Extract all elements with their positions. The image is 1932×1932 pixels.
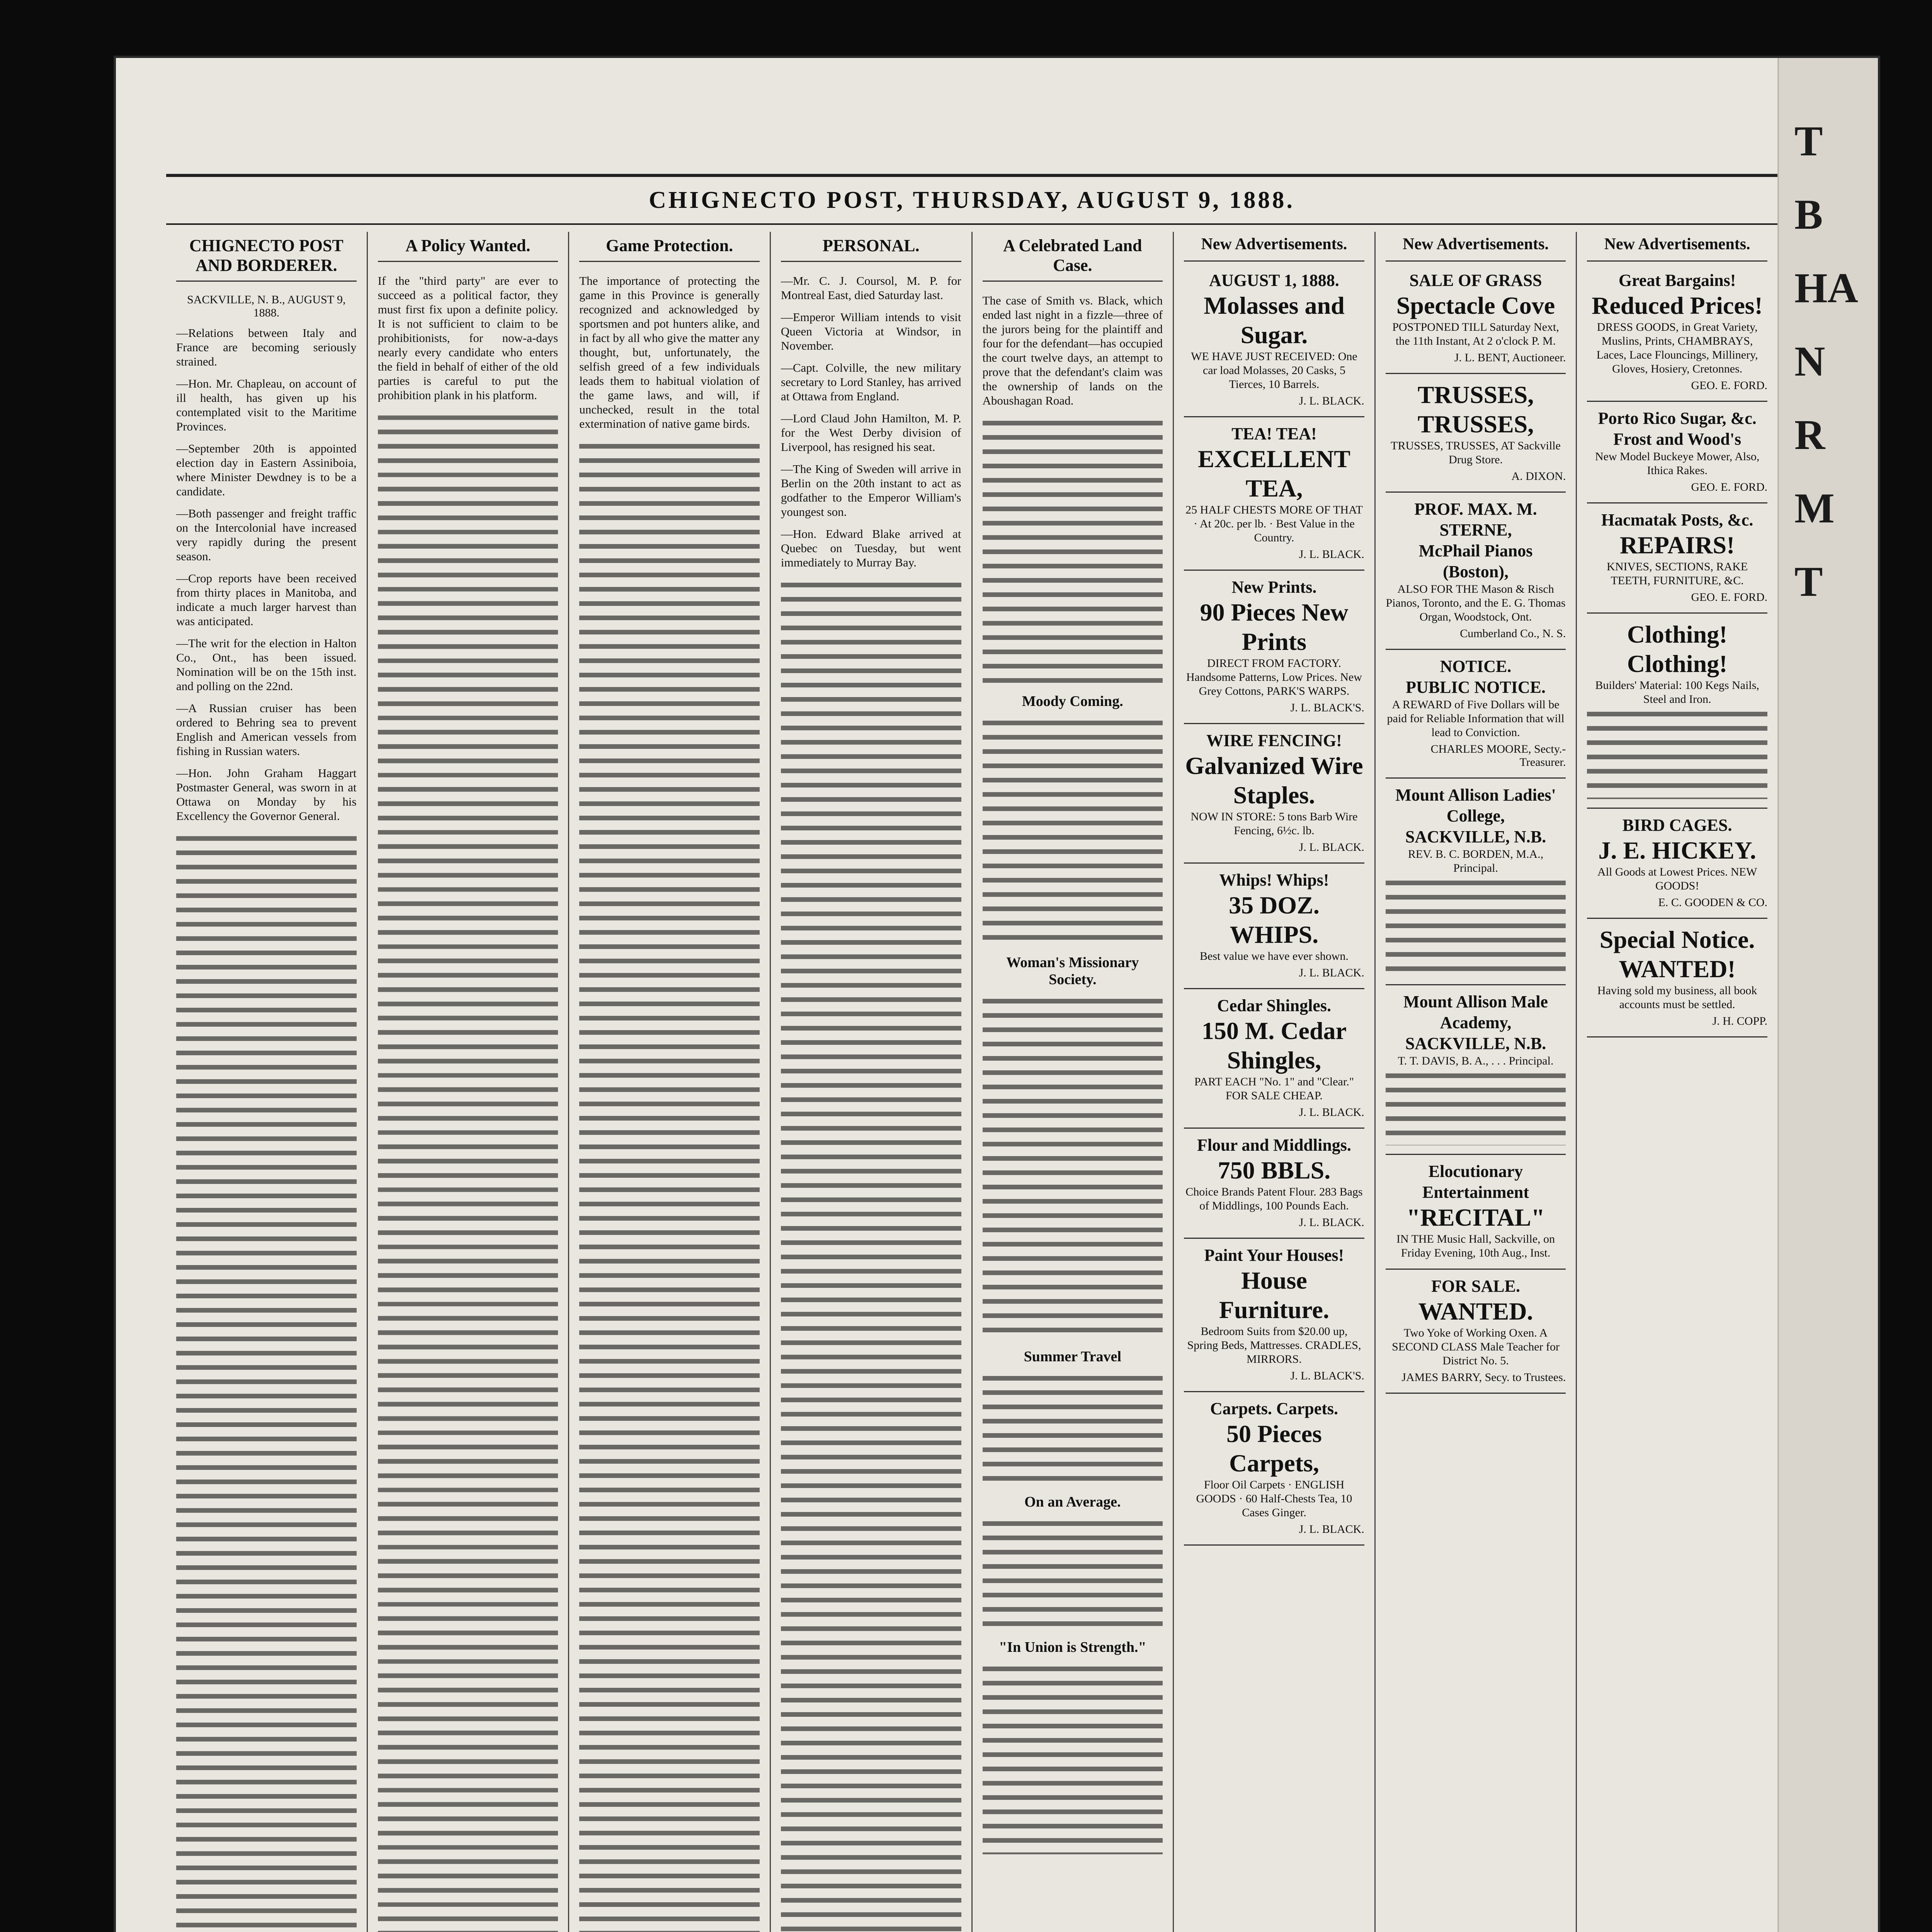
ad-title: Flour and Middlings. xyxy=(1197,1136,1351,1155)
news-item: —Lord Claud John Hamilton, M. P. for the West Derby division of Liverpool, has resigned his seat. xyxy=(781,412,961,454)
ad-signature: J. H. COPP. xyxy=(1712,1015,1767,1027)
ad-text: DRESS GOODS, in Great Variety, Muslins, Prints, CHAMBRAYS, Laces, Lace Flouncings, Millinery, Gloves, Hosiery, Cretonnes. xyxy=(1596,321,1758,375)
ad-title: Paint Your Houses! xyxy=(1204,1246,1344,1265)
ad-title: Hacmatak Posts, &c. xyxy=(1601,510,1753,529)
ad-title: BIRD CAGES. xyxy=(1622,816,1732,835)
ad-headline: Reduced Prices! xyxy=(1592,292,1763,319)
ad-title: Clothing! xyxy=(1627,621,1728,648)
ad-signature: J. L. BLACK. xyxy=(1299,395,1364,407)
advertisement xyxy=(1184,724,1364,864)
ad-title: TEA! TEA! xyxy=(1231,424,1317,443)
ad-text: 25 HALF CHESTS MORE OF THAT · At 20c. per lb. · Best Value in the Country. xyxy=(1185,503,1363,544)
ad-title: Cedar Shingles. xyxy=(1217,996,1331,1015)
ad-signature: J. L. BLACK. xyxy=(1299,1106,1364,1119)
article-title: PERSONAL. xyxy=(781,236,961,262)
news-item: —The King of Sweden will arrive in Berlin on the 20th instant to act as godfather to the Emperor William's youngest son. xyxy=(781,462,961,519)
advertisement xyxy=(1184,1392,1364,1546)
article-lead: The importance of protecting the game in this Province is generally recognized and acknowledged by sportsmen and pot hunters alike, and in fact by all who give the matter any thought, but, unfortunately, the selfish greed of a few individuals leads them to habitual violation of the game laws, and will, if unchecked, result in the total extermination of native game birds. xyxy=(579,274,760,430)
ad-title: Mount Allison Male Academy, xyxy=(1403,992,1548,1032)
fold-letter: T xyxy=(1794,558,1823,605)
ad-headline: 50 Pieces Carpets, xyxy=(1226,1420,1322,1477)
article-title: Game Protection. xyxy=(579,236,760,262)
advertisement xyxy=(1386,985,1566,1155)
ad-title: AUGUST 1, 1888. xyxy=(1209,271,1339,290)
column-ads-local xyxy=(1376,232,1577,1932)
ad-signature: E. C. GOODEN & CO. xyxy=(1658,896,1767,909)
ad-headline: Spectacle Cove xyxy=(1396,292,1555,319)
news-item: —Hon. Edward Blake arrived at Quebec on Tuesday, but went immediately to Murray Bay. xyxy=(781,527,961,569)
dateline: SACKVILLE, N. B., AUGUST 9, 1888. xyxy=(187,293,346,319)
masthead xyxy=(166,174,1777,225)
article-lead: The case of Smith vs. Black, which ended last night in a fizzle—three of the jurors being for the plaintiff and four for the defendant—has occupied the court twelve days, an attempt to prove that the defendant's claim was the ownership of lands on the Aboushagan Road. xyxy=(982,294,1163,407)
article-text-block xyxy=(579,439,760,1932)
ad-title: NOTICE. xyxy=(1440,657,1512,676)
advertisement xyxy=(1386,650,1566,779)
ad-text: NOW IN STORE: 5 tons Barb Wire Fencing, 6½c. lb. xyxy=(1190,810,1358,837)
newspaper-page xyxy=(116,58,1878,1932)
ads-header: New Advertisements. xyxy=(1184,232,1364,262)
fold-letter: N xyxy=(1794,338,1825,385)
advertisement xyxy=(1587,919,1767,1037)
ad-signature: J. L. BLACK. xyxy=(1299,548,1364,561)
ad-text: Having sold my business, all book accounts must be settled. xyxy=(1597,984,1757,1011)
ad-title: WIRE FENCING! xyxy=(1206,731,1342,750)
ad-headline: Galvanized Wire Staples. xyxy=(1185,752,1363,809)
news-item: —Hon. Mr. Chapleau, on account of ill health, has given up his contemplated visit to the Maritime Provinces. xyxy=(176,377,357,433)
advertisement xyxy=(1587,503,1767,614)
ad-text: Choice Brands Patent Flour. 283 Bags of Middlings, 100 Pounds Each. xyxy=(1185,1185,1363,1212)
ad-headline: McPhail Pianos (Boston), xyxy=(1418,541,1533,581)
news-item: —Hon. John Graham Haggart Postmaster General, was sworn in at Ottawa on Monday by his Excellency the Governor General. xyxy=(176,766,357,823)
ad-signature: GEO. E. FORD. xyxy=(1691,591,1767,604)
article-text-block xyxy=(781,577,961,1932)
advertisement xyxy=(1587,614,1767,809)
article-text-block xyxy=(983,1371,1163,1486)
ad-text: A REWARD of Five Dollars will be paid for Reliable Information that will lead to Conviction. xyxy=(1387,698,1565,739)
article-text-block xyxy=(983,415,1163,686)
ad-signature: J. L. BLACK. xyxy=(1299,966,1364,979)
ad-title: Elocutionary Entertainment xyxy=(1422,1162,1529,1202)
ad-text: Two Yoke of Working Oxen. A SECOND CLASS Male Teacher for District No. 5. xyxy=(1392,1327,1560,1367)
fold-letter: HA xyxy=(1794,264,1858,311)
fold-letter: M xyxy=(1794,485,1835,532)
advertisement xyxy=(1386,374,1566,493)
news-item: —A Russian cruiser has been ordered to Behring sea to prevent English and American vessels from fishing in Russian waters. xyxy=(176,701,357,758)
advertisement xyxy=(1386,1155,1566,1270)
ad-title: TRUSSES, xyxy=(1417,381,1534,408)
ad-headline: J. E. HICKEY. xyxy=(1598,837,1756,864)
ad-headline: TRUSSES, xyxy=(1417,410,1534,438)
ad-headline: 150 M. Cedar Shingles, xyxy=(1201,1017,1347,1074)
advertisement xyxy=(1587,264,1767,402)
adjacent-page-edge xyxy=(1777,58,1878,1932)
column-land-case xyxy=(973,232,1174,1932)
ad-headline: Clothing! xyxy=(1627,650,1728,677)
advertisement xyxy=(1386,779,1566,985)
ad-text: PART EACH "No. 1" and "Clear." FOR SALE CHEAP. xyxy=(1194,1075,1354,1102)
advertisement xyxy=(1587,809,1767,919)
ad-text: Floor Oil Carpets · ENGLISH GOODS · 60 Half-Chests Tea, 10 Cases Ginger. xyxy=(1196,1478,1352,1519)
ad-text: Bedroom Suits from $20.00 up, Spring Beds, Mattresses. CRADLES, MIRRORS. xyxy=(1187,1325,1361,1366)
ad-text: DIRECT FROM FACTORY. Handsome Patterns, Low Prices. New Grey Cottons, PARK'S WARPS. xyxy=(1186,657,1362,697)
ad-title: Mount Allison Ladies' College, xyxy=(1395,786,1556,825)
advertisement xyxy=(1184,1239,1364,1392)
ad-title: SALE OF GRASS xyxy=(1409,271,1542,290)
ad-text-block xyxy=(1386,1068,1566,1145)
news-item: —Emperor William intends to visit Queen Victoria at Windsor, in November. xyxy=(781,310,961,352)
ad-headline: REPAIRS! xyxy=(1619,531,1735,559)
ad-headline: Molasses and Sugar. xyxy=(1204,292,1345,349)
ad-text: TRUSSES, TRUSSES, AT Sackville Drug Store. xyxy=(1391,439,1561,466)
subhead: On an Average. xyxy=(1024,1494,1121,1510)
ad-text: REV. B. C. BORDEN, M.A., Principal. xyxy=(1408,848,1544,874)
ad-text: WE HAVE JUST RECEIVED: One car load Molasses, 20 Casks, 5 Tierces, 10 Barrels. xyxy=(1191,350,1357,391)
article-text-block xyxy=(983,1516,1163,1632)
ad-headline: EXCELLENT TEA, xyxy=(1198,445,1350,502)
ad-signature: Cumberland Co., N. S. xyxy=(1460,627,1566,640)
ad-text: T. T. DAVIS, B. A., . . . Principal. xyxy=(1398,1054,1554,1067)
news-item: —Crop reports have been received from thirty places in Manitoba, and indicate a much larger harvest than was anticipated. xyxy=(176,571,357,628)
column-policy xyxy=(368,232,570,1932)
ad-headline: PUBLIC NOTICE. xyxy=(1406,678,1546,697)
article-text-block xyxy=(983,715,1163,947)
news-item: —September 20th is appointed election day in Eastern Assiniboia, where Minister Dewdney is to be a candidate. xyxy=(176,442,357,498)
columns xyxy=(166,232,1777,1932)
adjacent-page-letters xyxy=(1794,104,1858,618)
article-title: A Celebrated Land Case. xyxy=(983,236,1163,282)
news-item: —Mr. C. J. Coursol, M. P. for Montreal East, died Saturday last. xyxy=(781,274,961,302)
ad-headline: House Furniture. xyxy=(1219,1267,1329,1323)
advertisement xyxy=(1587,402,1767,503)
ad-signature: J. L. BLACK. xyxy=(1299,1523,1364,1536)
advertisement xyxy=(1386,264,1566,374)
ads-header: New Advertisements. xyxy=(1587,232,1767,262)
ad-title: Great Bargains! xyxy=(1618,271,1736,290)
ad-title: PROF. MAX. M. STERNE, xyxy=(1414,500,1537,539)
article-text-block xyxy=(176,831,357,1932)
advertisement xyxy=(1386,493,1566,650)
news-item: —The writ for the election in Halton Co., Ont., has been issued. Nomination will be on the 15th inst. and polling on the 22nd. xyxy=(176,636,357,693)
ad-headline: Frost and Wood's xyxy=(1613,430,1742,449)
subhead: "In Union is Strength." xyxy=(999,1639,1146,1655)
ad-signature: J. L. BLACK. xyxy=(1299,841,1364,854)
ad-headline: 35 DOZ. WHIPS. xyxy=(1229,891,1320,948)
advertisement xyxy=(1184,417,1364,571)
ad-headline: SACKVILLE, N.B. xyxy=(1405,1034,1546,1053)
ad-text: KNIVES, SECTIONS, RAKE TEETH, FURNITURE, &C. xyxy=(1607,560,1748,587)
ad-text: New Model Buckeye Mower, Also, Ithica Rakes. xyxy=(1595,450,1760,477)
ad-headline: 750 BBLS. xyxy=(1218,1156,1331,1184)
ad-text: Best value we have ever shown. xyxy=(1200,950,1349,963)
news-item: —Both passenger and freight traffic on the Intercolonial have increased very rapidly during the present season. xyxy=(176,507,357,563)
advertisement xyxy=(1184,864,1364,989)
ad-title: Whips! Whips! xyxy=(1219,871,1329,889)
ad-signature: J. L. BLACK'S. xyxy=(1290,1369,1364,1382)
ad-title: FOR SALE. xyxy=(1431,1277,1520,1296)
ad-title: Porto Rico Sugar, &c. xyxy=(1598,409,1757,428)
ads-header: New Advertisements. xyxy=(1386,232,1566,262)
ad-text-block xyxy=(1386,875,1566,976)
ad-text: POSTPONED TILL Saturday Next, the 11th Instant, At 2 o'clock P. M. xyxy=(1392,321,1559,347)
column-editorial xyxy=(166,232,368,1932)
paper-name: CHIGNECTO POST AND BORDERER. xyxy=(176,236,357,282)
ad-signature: J. L. BENT, Auctioneer. xyxy=(1454,351,1566,364)
ad-signature: CHARLES MOORE, Secty.-Treasurer. xyxy=(1430,743,1566,769)
ad-text: IN THE Music Hall, Sackville, on Friday Evening, 10th Aug., Inst. xyxy=(1396,1233,1555,1259)
ad-signature: J. L. BLACK. xyxy=(1299,1216,1364,1229)
advertisement xyxy=(1184,264,1364,417)
ad-text: All Goods at Lowest Prices. NEW GOODS! xyxy=(1597,866,1757,892)
ad-text-block xyxy=(1587,706,1767,799)
ad-headline: WANTED. xyxy=(1418,1298,1533,1325)
ad-title: Carpets. Carpets. xyxy=(1210,1399,1338,1418)
column-ads-black xyxy=(1174,232,1376,1932)
advertisement xyxy=(1184,571,1364,724)
article-text-block xyxy=(983,993,1163,1341)
news-item: —Capt. Colville, the new military secretary to Lord Stanley, has arrived at Ottawa from England. xyxy=(781,361,961,403)
ad-signature: GEO. E. FORD. xyxy=(1691,379,1767,392)
ad-signature: A. DIXON. xyxy=(1511,470,1566,483)
advertisement xyxy=(1184,989,1364,1129)
article-lead: If the "third party" are ever to succeed as a political factor, they must first fix upon a definite policy. It is not sufficient to claim to be prohibitionists, for now-a-days nearly every candidate who enters the field in behalf of either of the old parties is careful to put the prohibition plank in his platform. xyxy=(378,274,558,402)
ad-signature: J. L. BLACK'S. xyxy=(1290,701,1364,714)
column-game xyxy=(569,232,771,1932)
subhead: Summer Travel xyxy=(1024,1349,1121,1365)
ad-headline: "RECITAL" xyxy=(1406,1204,1545,1231)
ad-text: Builders' Material: 100 Kegs Nails, Steel and Iron. xyxy=(1595,679,1759,706)
fold-letter: R xyxy=(1794,411,1825,458)
subhead: Moody Coming. xyxy=(1022,693,1123,709)
news-item: —Relations between Italy and France are becoming seriously strained. xyxy=(176,326,357,368)
subhead: Woman's Missionary Society. xyxy=(1006,954,1139,988)
fold-letter: T xyxy=(1794,117,1823,165)
masthead-title: CHIGNECTO POST, THURSDAY, AUGUST 9, 1888. xyxy=(649,187,1295,213)
ad-headline: SACKVILLE, N.B. xyxy=(1405,827,1546,846)
ad-headline: 90 Pieces New Prints xyxy=(1200,599,1349,655)
article-title: A Policy Wanted. xyxy=(378,236,558,262)
article-text-block xyxy=(983,1661,1163,1854)
ad-text: ALSO FOR THE Mason & Risch Pianos, Toronto, and the E. G. Thomas Organ, Woodstock, Ont. xyxy=(1386,583,1566,623)
article-text-block xyxy=(378,410,558,1932)
ad-signature: GEO. E. FORD. xyxy=(1691,481,1767,493)
fold-letter: B xyxy=(1794,191,1823,238)
column-personal xyxy=(771,232,973,1932)
ad-title: New Prints. xyxy=(1231,578,1317,597)
column-ads-ford xyxy=(1577,232,1777,1932)
ad-signature: JAMES BARRY, Secy. to Trustees. xyxy=(1401,1371,1566,1384)
ad-headline: WANTED! xyxy=(1619,955,1736,983)
ad-title: Special Notice. xyxy=(1599,926,1755,953)
advertisement xyxy=(1386,1270,1566,1394)
advertisement xyxy=(1184,1129,1364,1239)
